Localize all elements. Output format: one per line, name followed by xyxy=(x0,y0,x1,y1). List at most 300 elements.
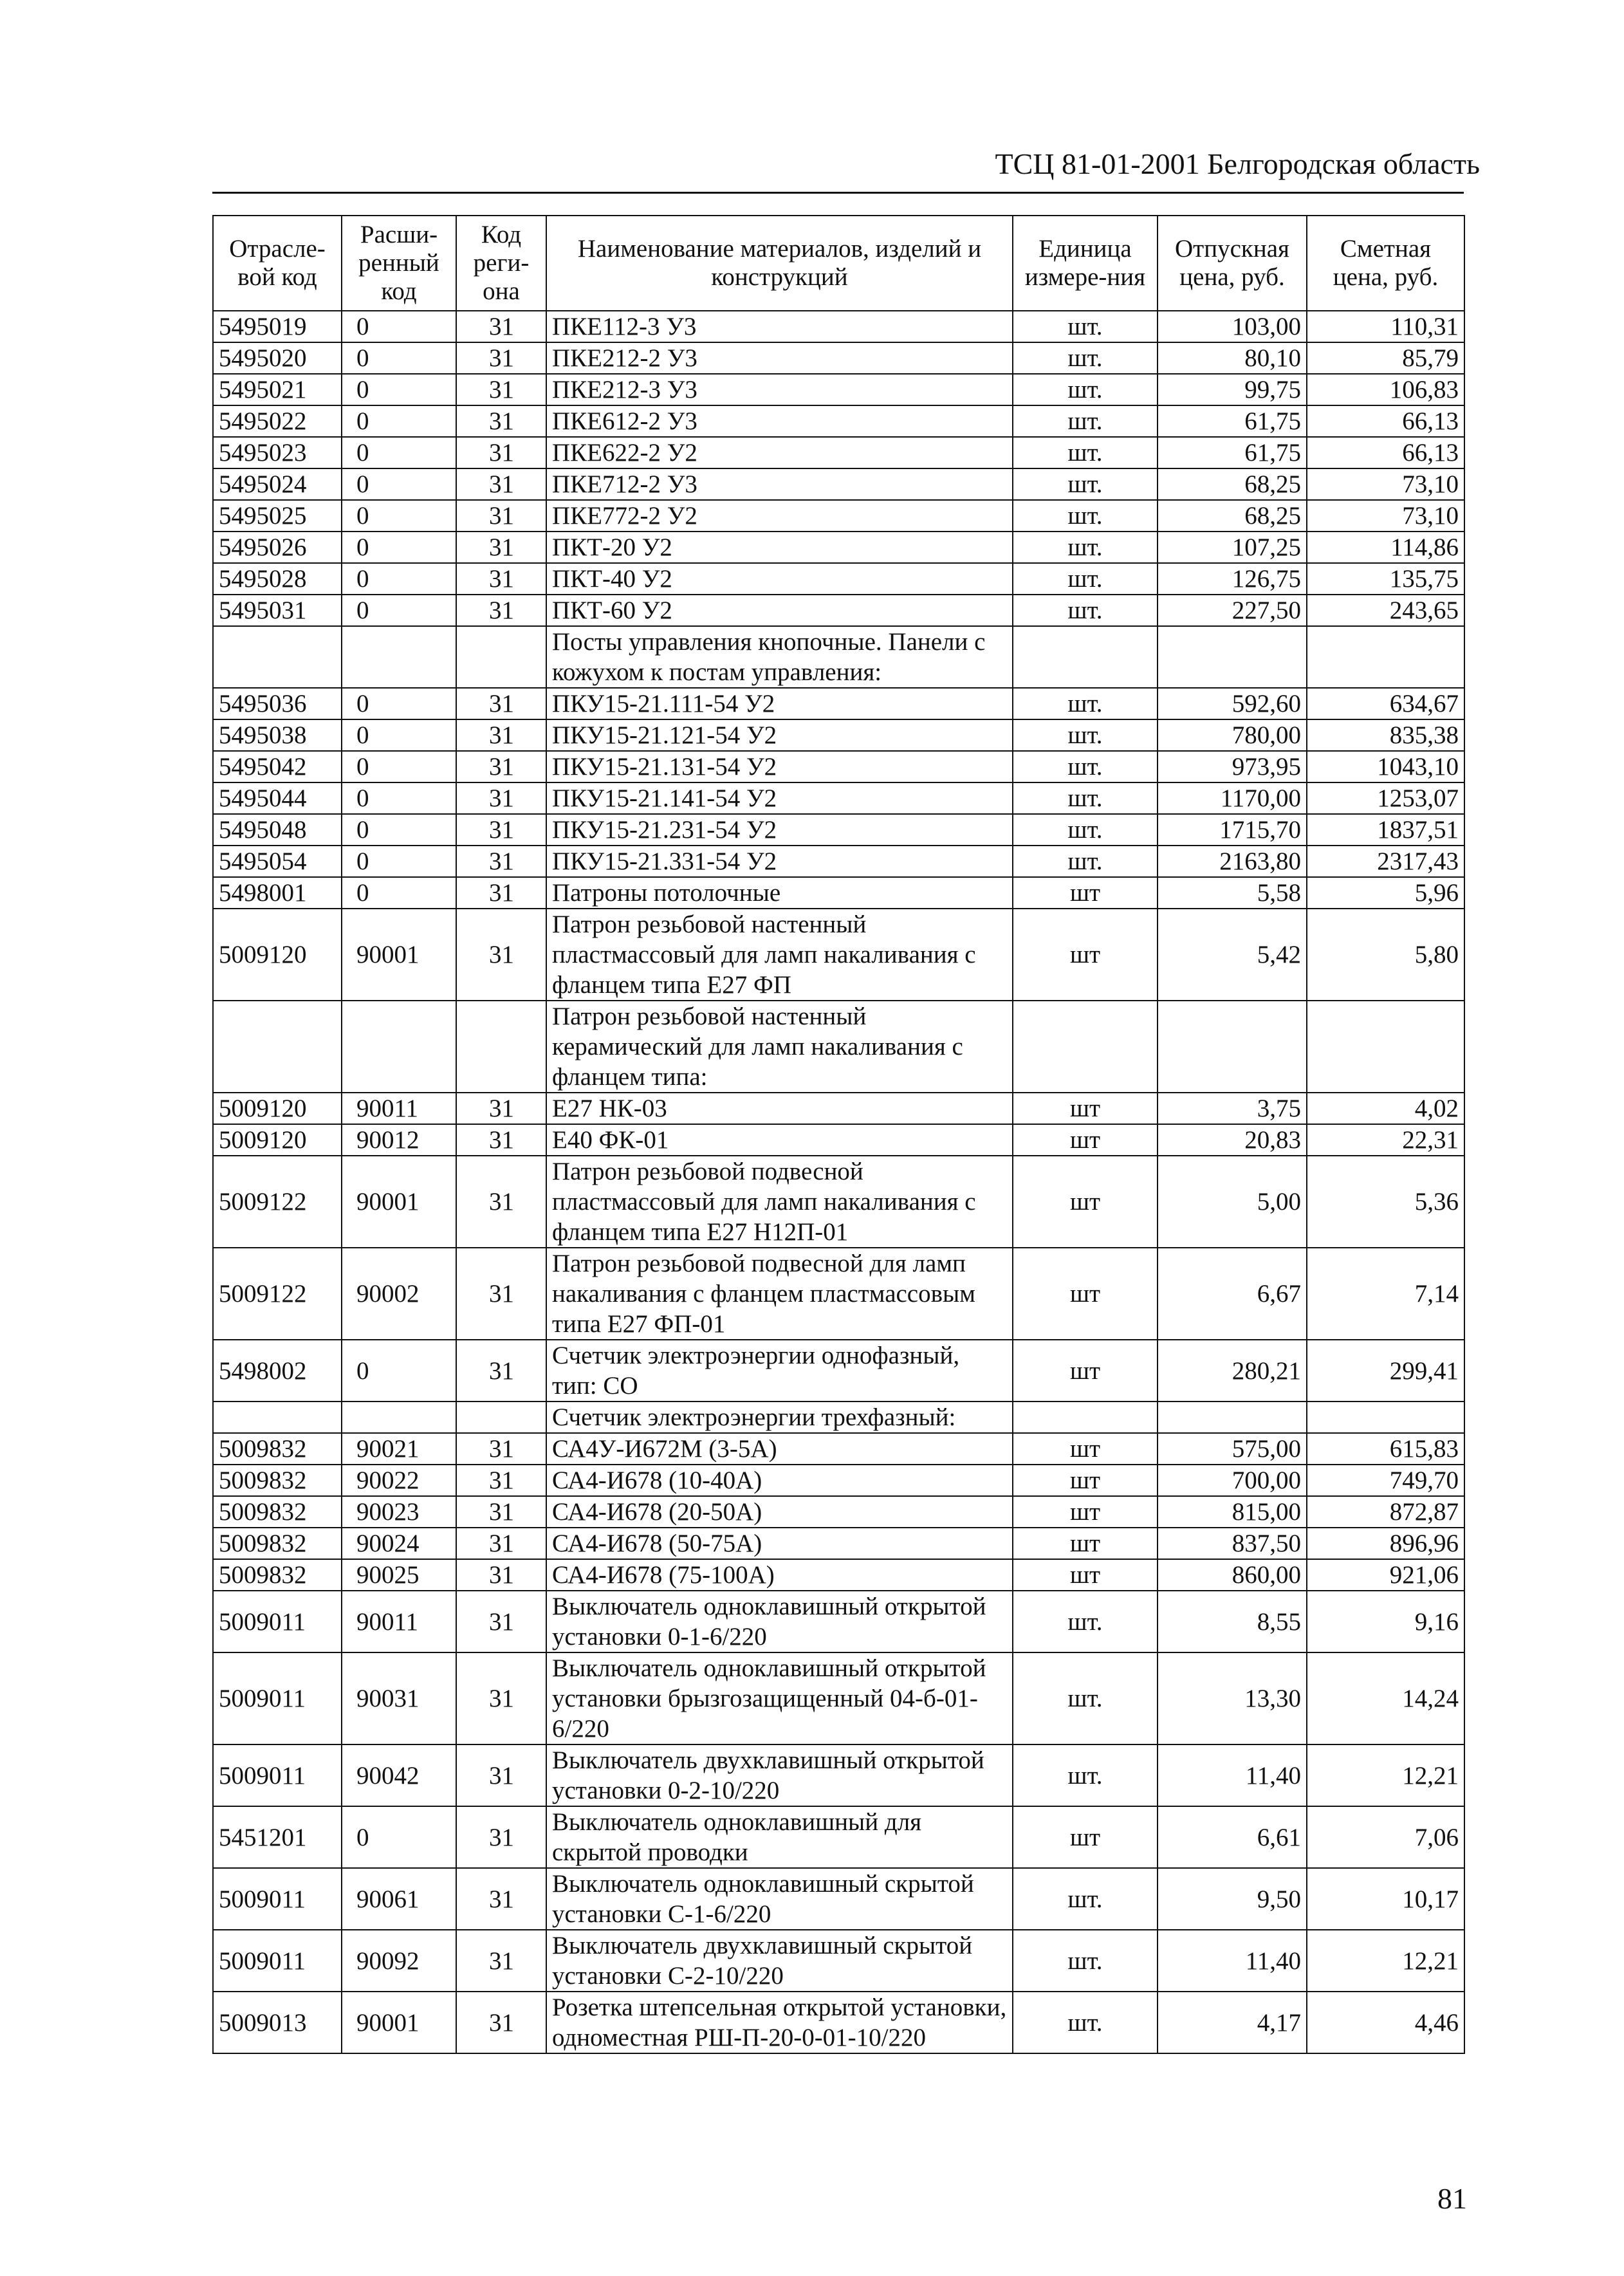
estimate-price-cell: 73,10 xyxy=(1307,468,1464,500)
estimate-price-cell: 7,06 xyxy=(1307,1806,1464,1868)
industry-code-cell: 5495038 xyxy=(213,719,342,751)
release-price-cell: 280,21 xyxy=(1158,1340,1307,1402)
region-code-cell: 31 xyxy=(456,846,546,877)
name-cell: ПКТ-60 У2 xyxy=(546,595,1013,626)
name-cell: ПКУ15-21.111-54 У2 xyxy=(546,688,1013,719)
region-code-cell: 31 xyxy=(456,688,546,719)
extended-code-cell: 0 xyxy=(342,814,456,846)
table-row xyxy=(213,1496,1464,1528)
release-price-cell: 815,00 xyxy=(1158,1496,1307,1528)
unit-cell: шт. xyxy=(1013,782,1158,814)
estimate-price-cell: 73,10 xyxy=(1307,500,1464,532)
table-row xyxy=(213,500,1464,532)
extended-code-cell: 90011 xyxy=(342,1591,456,1652)
name-cell: Выключатель одноклавишный скрытой установки С-1-6/220 xyxy=(546,1868,1013,1930)
region-code-cell: 31 xyxy=(456,595,546,626)
industry-code-cell: 5495044 xyxy=(213,782,342,814)
industry-code-cell: 5009122 xyxy=(213,1248,342,1340)
region-code-cell: 31 xyxy=(456,1433,546,1465)
name-cell: ПКУ15-21.121-54 У2 xyxy=(546,719,1013,751)
estimate-price-cell: 896,96 xyxy=(1307,1528,1464,1559)
release-price-cell: 6,67 xyxy=(1158,1248,1307,1340)
unit-cell: шт xyxy=(1013,1156,1158,1248)
unit-cell: шт. xyxy=(1013,1992,1158,2053)
name-cell: ПКТ-40 У2 xyxy=(546,563,1013,595)
name-cell: Розетка штепсельная открытой установки, одноместная РШ-П-20-0-01-10/220 xyxy=(546,1992,1013,2053)
unit-cell: шт. xyxy=(1013,500,1158,532)
estimate-price-cell: 921,06 xyxy=(1307,1559,1464,1591)
extended-code-cell xyxy=(342,626,456,688)
table-row xyxy=(213,877,1464,909)
unit-cell: шт. xyxy=(1013,1930,1158,1992)
region-code-cell xyxy=(456,1402,546,1433)
region-code-cell: 31 xyxy=(456,1465,546,1496)
release-price-cell: 103,00 xyxy=(1158,311,1307,342)
name-cell: ПКУ15-21.131-54 У2 xyxy=(546,751,1013,782)
table-row xyxy=(213,846,1464,877)
column-header-region-code: Код реги-она xyxy=(456,216,546,311)
release-price-cell: 9,50 xyxy=(1158,1868,1307,1930)
region-code-cell: 31 xyxy=(456,719,546,751)
name-cell: СА4-И678 (75-100А) xyxy=(546,1559,1013,1591)
table-row xyxy=(213,751,1464,782)
region-code-cell: 31 xyxy=(456,405,546,437)
extended-code-cell: 90022 xyxy=(342,1465,456,1496)
industry-code-cell: 5495042 xyxy=(213,751,342,782)
table-row xyxy=(213,1652,1464,1744)
release-price-cell: 860,00 xyxy=(1158,1559,1307,1591)
region-code-cell: 31 xyxy=(456,877,546,909)
region-code-cell: 31 xyxy=(456,1868,546,1930)
table-row xyxy=(213,595,1464,626)
industry-code-cell: 5009011 xyxy=(213,1744,342,1806)
region-code-cell: 31 xyxy=(456,311,546,342)
column-header-release-price: Отпускная цена, руб. xyxy=(1158,216,1307,311)
region-code-cell: 31 xyxy=(456,342,546,374)
industry-code-cell: 5495020 xyxy=(213,342,342,374)
column-header-unit: Единица измере-ния xyxy=(1013,216,1158,311)
industry-code-cell: 5009832 xyxy=(213,1528,342,1559)
estimate-price-cell: 66,13 xyxy=(1307,405,1464,437)
extended-code-cell: 0 xyxy=(342,846,456,877)
name-cell: СА4-И678 (20-50А) xyxy=(546,1496,1013,1528)
unit-cell: шт. xyxy=(1013,751,1158,782)
unit-cell: шт xyxy=(1013,909,1158,1001)
estimate-price-cell: 2317,43 xyxy=(1307,846,1464,877)
unit-cell xyxy=(1013,1001,1158,1093)
unit-cell: шт xyxy=(1013,1559,1158,1591)
extended-code-cell: 90031 xyxy=(342,1652,456,1744)
table-row xyxy=(213,1930,1464,1992)
release-price-cell: 780,00 xyxy=(1158,719,1307,751)
industry-code-cell: 5495025 xyxy=(213,500,342,532)
release-price-cell xyxy=(1158,626,1307,688)
unit-cell: шт. xyxy=(1013,342,1158,374)
industry-code-cell: 5009120 xyxy=(213,1093,342,1124)
release-price-cell: 11,40 xyxy=(1158,1744,1307,1806)
release-price-cell: 80,10 xyxy=(1158,342,1307,374)
region-code-cell: 31 xyxy=(456,1093,546,1124)
release-price-cell: 68,25 xyxy=(1158,468,1307,500)
unit-cell: шт xyxy=(1013,1528,1158,1559)
release-price-cell: 5,42 xyxy=(1158,909,1307,1001)
region-code-cell: 31 xyxy=(456,1248,546,1340)
unit-cell: шт. xyxy=(1013,311,1158,342)
industry-code-cell: 5498001 xyxy=(213,877,342,909)
name-cell: ПКУ15-21.141-54 У2 xyxy=(546,782,1013,814)
table-row xyxy=(213,1093,1464,1124)
table-header-row xyxy=(213,216,1464,311)
table-row xyxy=(213,1559,1464,1591)
region-code-cell: 31 xyxy=(456,500,546,532)
region-code-cell: 31 xyxy=(456,1652,546,1744)
release-price-cell: 13,30 xyxy=(1158,1652,1307,1744)
extended-code-cell: 90001 xyxy=(342,1992,456,2053)
industry-code-cell: 5495031 xyxy=(213,595,342,626)
unit-cell xyxy=(1013,626,1158,688)
table-row xyxy=(213,782,1464,814)
table-row xyxy=(213,1001,1464,1093)
industry-code-cell: 5009832 xyxy=(213,1559,342,1591)
extended-code-cell: 90001 xyxy=(342,909,456,1001)
extended-code-cell: 90021 xyxy=(342,1433,456,1465)
estimate-price-cell: 5,36 xyxy=(1307,1156,1464,1248)
region-code-cell xyxy=(456,626,546,688)
extended-code-cell: 90025 xyxy=(342,1559,456,1591)
extended-code-cell: 0 xyxy=(342,468,456,500)
industry-code-cell: 5009011 xyxy=(213,1868,342,1930)
table-row xyxy=(213,405,1464,437)
name-cell: Выключатель одноклавишный открытой установки брызгозащищенный 04-б-01-6/220 xyxy=(546,1652,1013,1744)
industry-code-cell: 5495036 xyxy=(213,688,342,719)
unit-cell: шт. xyxy=(1013,595,1158,626)
estimate-price-cell: 4,46 xyxy=(1307,1992,1464,2053)
unit-cell: шт xyxy=(1013,1433,1158,1465)
column-header-estimate-price: Сметная цена, руб. xyxy=(1307,216,1464,311)
estimate-price-cell: 1837,51 xyxy=(1307,814,1464,846)
estimate-price-cell: 5,96 xyxy=(1307,877,1464,909)
table-row xyxy=(213,626,1464,688)
name-cell: Выключатель двухклавишный скрытой установки С-2-10/220 xyxy=(546,1930,1013,1992)
industry-code-cell: 5495054 xyxy=(213,846,342,877)
page-number: 81 xyxy=(1437,2182,1467,2215)
header-rule xyxy=(212,192,1464,194)
name-cell: ПКЕ112-3 У3 xyxy=(546,311,1013,342)
name-cell: Патрон резьбовой настенный пластмассовый для ламп накаливания с фланцем типа Е27 ФП xyxy=(546,909,1013,1001)
estimate-price-cell: 106,83 xyxy=(1307,374,1464,405)
release-price-cell: 11,40 xyxy=(1158,1930,1307,1992)
table-row xyxy=(213,1806,1464,1868)
industry-code-cell: 5009011 xyxy=(213,1652,342,1744)
industry-code-cell xyxy=(213,1001,342,1093)
estimate-price-cell: 66,13 xyxy=(1307,437,1464,468)
release-price-cell xyxy=(1158,1001,1307,1093)
extended-code-cell xyxy=(342,1402,456,1433)
region-code-cell: 31 xyxy=(456,1156,546,1248)
release-price-cell: 2163,80 xyxy=(1158,846,1307,877)
unit-cell: шт. xyxy=(1013,814,1158,846)
table-row xyxy=(213,1744,1464,1806)
unit-cell: шт. xyxy=(1013,374,1158,405)
name-cell: СА4У-И672М (3-5А) xyxy=(546,1433,1013,1465)
industry-code-cell: 5009122 xyxy=(213,1156,342,1248)
industry-code-cell: 5495019 xyxy=(213,311,342,342)
industry-code-cell xyxy=(213,626,342,688)
region-code-cell: 31 xyxy=(456,1528,546,1559)
table-row xyxy=(213,909,1464,1001)
name-cell: ПКУ15-21.231-54 У2 xyxy=(546,814,1013,846)
extended-code-cell: 90001 xyxy=(342,1156,456,1248)
estimate-price-cell: 12,21 xyxy=(1307,1930,1464,1992)
estimate-price-cell: 243,65 xyxy=(1307,595,1464,626)
extended-code-cell: 90023 xyxy=(342,1496,456,1528)
estimate-price-cell: 135,75 xyxy=(1307,563,1464,595)
unit-cell: шт xyxy=(1013,877,1158,909)
unit-cell: шт xyxy=(1013,1093,1158,1124)
industry-code-cell: 5009011 xyxy=(213,1591,342,1652)
name-cell: ПКЕ712-2 У3 xyxy=(546,468,1013,500)
table-row xyxy=(213,1528,1464,1559)
extended-code-cell xyxy=(342,1001,456,1093)
name-cell: ПКЕ212-3 У3 xyxy=(546,374,1013,405)
release-price-cell: 227,50 xyxy=(1158,595,1307,626)
region-code-cell: 31 xyxy=(456,1591,546,1652)
name-cell: Счетчик электроэнергии трехфазный: xyxy=(546,1402,1013,1433)
industry-code-cell: 5495048 xyxy=(213,814,342,846)
unit-cell: шт xyxy=(1013,1248,1158,1340)
region-code-cell: 31 xyxy=(456,532,546,563)
release-price-cell: 1170,00 xyxy=(1158,782,1307,814)
name-cell: Е27 НК-03 xyxy=(546,1093,1013,1124)
estimate-price-cell: 9,16 xyxy=(1307,1591,1464,1652)
region-code-cell: 31 xyxy=(456,437,546,468)
table-row xyxy=(213,1248,1464,1340)
industry-code-cell: 5009832 xyxy=(213,1465,342,1496)
table-row xyxy=(213,374,1464,405)
region-code-cell: 31 xyxy=(456,782,546,814)
extended-code-cell: 0 xyxy=(342,595,456,626)
region-code-cell: 31 xyxy=(456,1992,546,2053)
unit-cell: шт. xyxy=(1013,468,1158,500)
release-price-cell: 6,61 xyxy=(1158,1806,1307,1868)
industry-code-cell xyxy=(213,1402,342,1433)
table-row xyxy=(213,437,1464,468)
estimate-price-cell: 835,38 xyxy=(1307,719,1464,751)
release-price-cell: 5,00 xyxy=(1158,1156,1307,1248)
table-row xyxy=(213,342,1464,374)
name-cell: ПКТ-20 У2 xyxy=(546,532,1013,563)
industry-code-cell: 5495022 xyxy=(213,405,342,437)
industry-code-cell: 5498002 xyxy=(213,1340,342,1402)
table-row xyxy=(213,1340,1464,1402)
unit-cell: шт. xyxy=(1013,1652,1158,1744)
table-row xyxy=(213,688,1464,719)
name-cell: ПКЕ772-2 У2 xyxy=(546,500,1013,532)
region-code-cell: 31 xyxy=(456,1124,546,1156)
release-price-cell: 700,00 xyxy=(1158,1465,1307,1496)
table-row xyxy=(213,563,1464,595)
extended-code-cell: 0 xyxy=(342,751,456,782)
name-cell: Выключатель двухклавишный открытой установки 0-2-10/220 xyxy=(546,1744,1013,1806)
name-cell: СА4-И678 (50-75А) xyxy=(546,1528,1013,1559)
document-header: ТСЦ 81-01-2001 Белгородская область xyxy=(995,147,1480,180)
unit-cell: шт. xyxy=(1013,1868,1158,1930)
industry-code-cell: 5495024 xyxy=(213,468,342,500)
estimate-price-cell: 4,02 xyxy=(1307,1093,1464,1124)
table-row xyxy=(213,1402,1464,1433)
extended-code-cell: 90042 xyxy=(342,1744,456,1806)
industry-code-cell: 5495021 xyxy=(213,374,342,405)
release-price-cell: 99,75 xyxy=(1158,374,1307,405)
name-cell: Посты управления кнопочные. Панели с кожухом к постам управления: xyxy=(546,626,1013,688)
name-cell: Патроны потолочные xyxy=(546,877,1013,909)
estimate-price-cell: 634,67 xyxy=(1307,688,1464,719)
release-price-cell: 575,00 xyxy=(1158,1433,1307,1465)
unit-cell: шт. xyxy=(1013,563,1158,595)
table-body xyxy=(213,311,1464,2053)
name-cell: Выключатель одноклавишный для скрытой проводки xyxy=(546,1806,1013,1868)
industry-code-cell: 5495028 xyxy=(213,563,342,595)
extended-code-cell: 90012 xyxy=(342,1124,456,1156)
name-cell: Выключатель одноклавишный открытой установки 0-1-6/220 xyxy=(546,1591,1013,1652)
unit-cell: шт. xyxy=(1013,688,1158,719)
table-row xyxy=(213,814,1464,846)
region-code-cell: 31 xyxy=(456,1930,546,1992)
release-price-cell: 5,58 xyxy=(1158,877,1307,909)
extended-code-cell: 0 xyxy=(342,719,456,751)
unit-cell: шт. xyxy=(1013,719,1158,751)
unit-cell: шт. xyxy=(1013,846,1158,877)
extended-code-cell: 90061 xyxy=(342,1868,456,1930)
name-cell: Счетчик электроэнергии однофазный, тип: СО xyxy=(546,1340,1013,1402)
table-row xyxy=(213,1591,1464,1652)
release-price-cell: 592,60 xyxy=(1158,688,1307,719)
region-code-cell: 31 xyxy=(456,1559,546,1591)
name-cell: Патрон резьбовой подвесной пластмассовый для ламп накаливания с фланцем типа Е27 Н12П-01 xyxy=(546,1156,1013,1248)
extended-code-cell: 0 xyxy=(342,1806,456,1868)
industry-code-cell: 5009011 xyxy=(213,1930,342,1992)
region-code-cell: 31 xyxy=(456,751,546,782)
industry-code-cell: 5009832 xyxy=(213,1433,342,1465)
industry-code-cell: 5451201 xyxy=(213,1806,342,1868)
release-price-cell xyxy=(1158,1402,1307,1433)
column-header-name: Наименование материалов, изделий и конструкций xyxy=(546,216,1013,311)
region-code-cell: 31 xyxy=(456,1340,546,1402)
table-row xyxy=(213,1465,1464,1496)
unit-cell: шт. xyxy=(1013,1591,1158,1652)
unit-cell: шт. xyxy=(1013,405,1158,437)
estimate-price-cell: 10,17 xyxy=(1307,1868,1464,1930)
table-row xyxy=(213,1433,1464,1465)
name-cell: Патрон резьбовой настенный керамический для ламп накаливания с фланцем типа: xyxy=(546,1001,1013,1093)
table-row xyxy=(213,1124,1464,1156)
region-code-cell: 31 xyxy=(456,1496,546,1528)
extended-code-cell: 90011 xyxy=(342,1093,456,1124)
estimate-price-cell: 12,21 xyxy=(1307,1744,1464,1806)
estimate-price-cell xyxy=(1307,1402,1464,1433)
estimate-price-cell: 749,70 xyxy=(1307,1465,1464,1496)
estimate-price-cell: 1043,10 xyxy=(1307,751,1464,782)
name-cell: ПКЕ612-2 У3 xyxy=(546,405,1013,437)
region-code-cell: 31 xyxy=(456,1744,546,1806)
extended-code-cell: 0 xyxy=(342,500,456,532)
region-code-cell: 31 xyxy=(456,374,546,405)
release-price-cell: 3,75 xyxy=(1158,1093,1307,1124)
industry-code-cell: 5009013 xyxy=(213,1992,342,2053)
table-row xyxy=(213,311,1464,342)
extended-code-cell: 0 xyxy=(342,782,456,814)
region-code-cell: 31 xyxy=(456,563,546,595)
release-price-cell: 107,25 xyxy=(1158,532,1307,563)
estimate-price-cell: 14,24 xyxy=(1307,1652,1464,1744)
name-cell: ПКУ15-21.331-54 У2 xyxy=(546,846,1013,877)
estimate-price-cell xyxy=(1307,626,1464,688)
name-cell: ПКЕ622-2 У2 xyxy=(546,437,1013,468)
release-price-cell: 8,55 xyxy=(1158,1591,1307,1652)
extended-code-cell: 0 xyxy=(342,405,456,437)
table-row xyxy=(213,1868,1464,1930)
industry-code-cell: 5009120 xyxy=(213,909,342,1001)
name-cell: Е40 ФК-01 xyxy=(546,1124,1013,1156)
estimate-price-cell: 615,83 xyxy=(1307,1433,1464,1465)
extended-code-cell: 90002 xyxy=(342,1248,456,1340)
unit-cell: шт. xyxy=(1013,437,1158,468)
unit-cell xyxy=(1013,1402,1158,1433)
release-price-cell: 973,95 xyxy=(1158,751,1307,782)
release-price-cell: 4,17 xyxy=(1158,1992,1307,2053)
name-cell: Патрон резьбовой подвесной для ламп накаливания с фланцем пластмассовым типа Е27 ФП-01 xyxy=(546,1248,1013,1340)
extended-code-cell: 0 xyxy=(342,1340,456,1402)
region-code-cell xyxy=(456,1001,546,1093)
industry-code-cell: 5009120 xyxy=(213,1124,342,1156)
region-code-cell: 31 xyxy=(456,814,546,846)
column-header-extended-code: Расши-ренный код xyxy=(342,216,456,311)
extended-code-cell: 90092 xyxy=(342,1930,456,1992)
extended-code-cell: 0 xyxy=(342,311,456,342)
release-price-cell: 61,75 xyxy=(1158,437,1307,468)
estimate-price-cell: 22,31 xyxy=(1307,1124,1464,1156)
extended-code-cell: 0 xyxy=(342,374,456,405)
region-code-cell: 31 xyxy=(456,909,546,1001)
release-price-cell: 20,83 xyxy=(1158,1124,1307,1156)
estimate-price-cell: 7,14 xyxy=(1307,1248,1464,1340)
estimate-price-cell: 110,31 xyxy=(1307,311,1464,342)
table-row xyxy=(213,1156,1464,1248)
unit-cell: шт xyxy=(1013,1340,1158,1402)
industry-code-cell: 5495023 xyxy=(213,437,342,468)
estimate-price-cell: 5,80 xyxy=(1307,909,1464,1001)
unit-cell: шт xyxy=(1013,1465,1158,1496)
table-row xyxy=(213,468,1464,500)
unit-cell: шт. xyxy=(1013,532,1158,563)
extended-code-cell: 0 xyxy=(342,877,456,909)
extended-code-cell: 0 xyxy=(342,437,456,468)
industry-code-cell: 5009832 xyxy=(213,1496,342,1528)
column-header-industry-code: Отрасле-вой код xyxy=(213,216,342,311)
release-price-cell: 68,25 xyxy=(1158,500,1307,532)
release-price-cell: 837,50 xyxy=(1158,1528,1307,1559)
extended-code-cell: 0 xyxy=(342,563,456,595)
estimate-price-cell xyxy=(1307,1001,1464,1093)
table-row xyxy=(213,719,1464,751)
estimate-price-cell: 872,87 xyxy=(1307,1496,1464,1528)
extended-code-cell: 0 xyxy=(342,688,456,719)
unit-cell: шт xyxy=(1013,1806,1158,1868)
industry-code-cell: 5495026 xyxy=(213,532,342,563)
name-cell: СА4-И678 (10-40А) xyxy=(546,1465,1013,1496)
unit-cell: шт. xyxy=(1013,1744,1158,1806)
region-code-cell: 31 xyxy=(456,468,546,500)
